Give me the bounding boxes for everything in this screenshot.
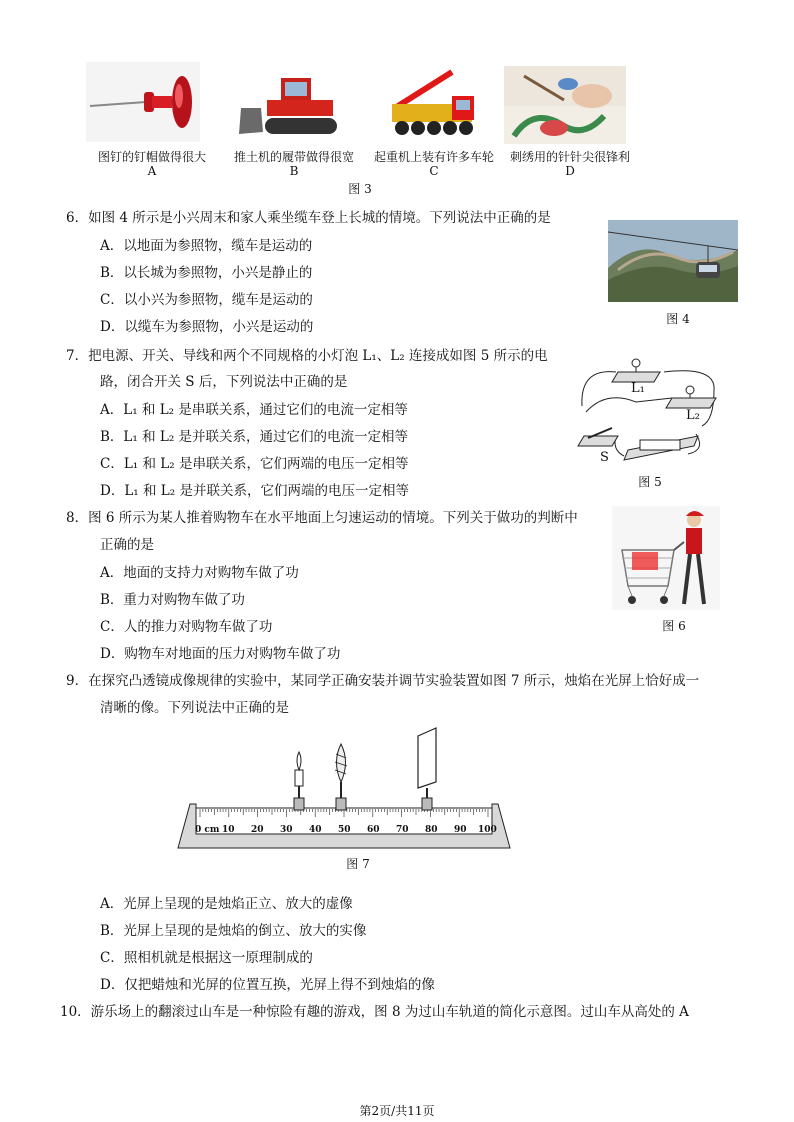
q6-option-d: D．以缆车为参照物，小兴是运动的: [100, 319, 314, 335]
figure7-label: 图 7: [346, 857, 370, 871]
circuit-diagram: [576, 350, 724, 468]
figure6-label: 图 6: [662, 619, 686, 633]
ruler-tick-30: 30: [280, 825, 293, 835]
q7-option-b: B．L₁ 和 L₂ 是并联关系，通过它们的电流一定相等: [100, 429, 409, 445]
ruler-tick-0: 0 cm: [195, 825, 220, 835]
caption-a: 图钉的钉帽做得很大: [97, 150, 206, 164]
q7-stem-line2: 路，闭合开关 S 后，下列说法中正确的是: [100, 374, 348, 390]
caption-d: 刺绣用的针针尖很锋利: [509, 150, 630, 164]
circuit-label-l1: L₁: [631, 381, 645, 396]
figure5-label: 图 5: [638, 475, 662, 489]
q6-option-b: B．以长城为参照物，小兴是静止的: [100, 265, 313, 281]
q7-option-a: A．L₁ 和 L₂ 是串联关系，通过它们的电流一定相等: [100, 402, 408, 418]
q9-stem-line1: 9．在探究凸透镜成像规律的实验中，某同学正确安装并调节实验装置如图 7 所示，烛焰在光屏上恰好成一: [66, 673, 700, 689]
q9-option-d: D．仅把蜡烛和光屏的位置互换，光屏上得不到烛焰的像: [100, 977, 435, 993]
circuit-label-s: S: [600, 450, 609, 465]
q8-option-c: C．人的推力对购物车做了功: [100, 619, 273, 635]
q7-option-d: D．L₁ 和 L₂ 是并联关系，它们两端的电压一定相等: [100, 483, 409, 499]
q9-stem-line2: 清晰的像。下列说法中正确的是: [100, 700, 289, 716]
embroidery-photo: [504, 66, 626, 144]
ruler-tick-70: 70: [396, 825, 409, 835]
q7-option-c: C．L₁ 和 L₂ 是串联关系，它们两端的电压一定相等: [100, 456, 409, 472]
q9-option-c: C．照相机就是根据这一原理制成的: [100, 950, 313, 966]
letter-a: A: [147, 164, 157, 178]
ruler-tick-90: 90: [454, 825, 467, 835]
ruler-tick-20: 20: [251, 825, 264, 835]
q8-stem-line2: 正确的是: [100, 537, 154, 553]
q7-stem-line1: 7．把电源、开关、导线和两个不同规格的小灯泡 L₁、L₂ 连接成如图 5 所示的电: [66, 348, 548, 364]
crane-truck-photo: [378, 66, 490, 142]
q9-option-a: A．光屏上呈现的是烛焰正立、放大的虚像: [100, 896, 353, 912]
ruler-tick-100: 100: [478, 825, 497, 835]
bulldozer-photo: [237, 72, 347, 140]
figure4-label: 图 4: [666, 312, 690, 326]
ruler-tick-60: 60: [367, 825, 380, 835]
page-footer: 第2页/共11页: [359, 1104, 435, 1118]
circuit-label-l2: L₂: [686, 408, 700, 423]
letter-b: B: [289, 164, 299, 178]
q9-option-b: B．光屏上呈现的是烛焰的倒立、放大的实像: [100, 923, 367, 939]
q10-stem: 10．游乐场上的翻滚过山车是一种惊险有趣的游戏，图 8 为过山车轨道的简化示意图。过山车从高处的 A: [60, 1004, 689, 1020]
pushpin-photo: [86, 62, 200, 142]
q6-option-c: C．以小兴为参照物，缆车是运动的: [100, 292, 313, 308]
caption-c: 起重机上装有许多车轮: [373, 150, 494, 164]
ruler-tick-labels: [195, 825, 497, 837]
letter-d: D: [565, 164, 575, 178]
caption-b: 推土机的履带做得很宽: [233, 150, 354, 164]
ruler-tick-80: 80: [425, 825, 438, 835]
q8-option-b: B．重力对购物车做了功: [100, 592, 245, 608]
q8-option-a: A．地面的支持力对购物车做了功: [100, 565, 299, 581]
ruler-tick-10: 10: [222, 825, 235, 835]
figure3-label: 图 3: [348, 182, 372, 196]
q8-stem-line1: 8．图 6 所示为某人推着购物车在水平地面上匀速运动的情境。下列关于做功的判断中: [66, 510, 578, 526]
q6-option-a: A．以地面为参照物，缆车是运动的: [100, 238, 313, 254]
ruler-tick-40: 40: [309, 825, 322, 835]
letter-c: C: [429, 164, 439, 178]
q8-option-d: D．购物车对地面的压力对购物车做了功: [100, 646, 341, 662]
shopping-cart-photo: [612, 506, 720, 610]
great-wall-cable-car-photo: [608, 220, 738, 302]
ruler-tick-50: 50: [338, 825, 351, 835]
q6-stem: 6．如图 4 所示是小兴周末和家人乘坐缆车登上长城的情境。下列说法中正确的是: [66, 210, 551, 226]
